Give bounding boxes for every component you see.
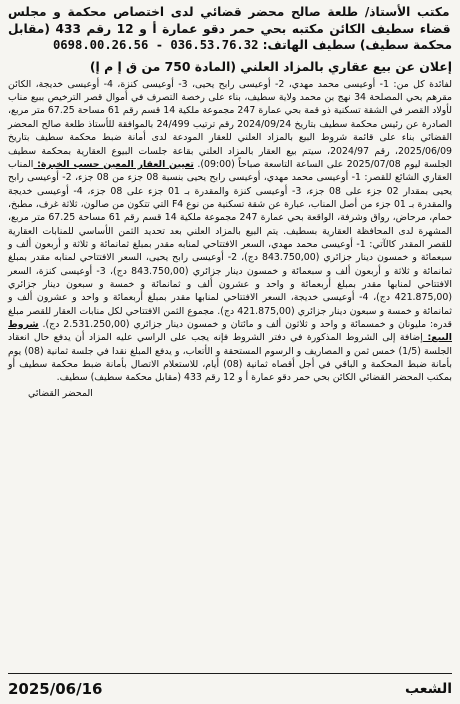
signature-block xyxy=(8,387,452,400)
publication-footer xyxy=(8,673,452,698)
sale-conditions: إضافة إلى الشروط المذكورة في دفتر الشروط فإنه يجب على الراسي عليه المزاد أن يدفع حال انعقاد الجلسة (1/5) خمس ثمن و المصاريف و الرسوم المستحقة و الأتعاب، و يدفع المبلغ نقدا في جلسة ثمانية (08) يوم بأمانة ضبط المحكمة و الباقي في أجل أقصاه ثمانية (08) أيام، للاستعلام الاتصال بأمانة ضبط محكمة سطيف أو بمكتب المحضر القضائي الكائن بحي حمر دقو عمارة أ و 12 رقم 433 (مقابل محكمة سطيف) سطيف. xyxy=(8,332,452,384)
intro-paragraph: لفائدة كل من: 1- أوعيسى محمد مهدي، 2- أوعيسى رابح يحيى، 3- أوعيسى كنزة، 4- أوعيسى خديجة، الكائن مقرهم بحي المصلحة 34 نهج بن محمد ولاية سطيف، بناء على رخصة التصرف في أموال قصر الترخيص ببيع مناب لأولاد القصر في الشقة تسكنية ذو قمة بحي عمارة 247 مجموعة ملكية 14 قسم رقم 61 مساحة 67.25 متر مربع، الصادرة عن رئيس محكمة سطيف بتاريخ 2024/09/24 رقم ترتيب 24/499 بالموافقة للأستاذ طلعة صالح المحضر القضائي بناء على قائمة شروط البيع بالمزاد العلني للعقار المودعة لدى أمانة ضبط محكمة سطيف بتاريخ 2025/06/09، رقم 2024/97، سيتم بيع العقار بالمزاد العلني بقاعة جلسات البيوع العقارية بمحكمة سطيف الجلسة ليوم 2025/07/08 على الساعة التاسعة صباحاً (09:00). xyxy=(8,78,453,170)
newspaper-name: الشعب xyxy=(404,681,452,697)
publication-date: 2025/06/16 xyxy=(8,680,103,698)
bailiff-office-header xyxy=(8,4,452,54)
header-line-2: قضاء سطيف الكائن مكتبه بحي حمر دقو عمارة أ و 12 رقم 433 (مقابل xyxy=(8,21,451,36)
notice-body xyxy=(8,78,452,385)
property-description: المناب العقاري الشائع للقصر: 1- أوعيسى محمد مهدي، أوعيسى رابح يحيى بنسبة 08 جزء من 08 جزء، 2- أوعيسى رابح يحيى بمقدار 02 جزء على 08 جزء، 3- أوعيسى كنزة والمقدرة بـ 01 جزء على 08 جزء، 4- أوعيسى خديجة والمقدرة بـ 01 جزء من أصل المناب، عبارة عن شقة تسكنية من نوع F4 التي تتكون من صالون، ثلاثة غرف، مطبخ، حمام، مرحاض، رواق وشرفة، الواقعة بحي عمارة 247 مجموعة ملكية 14 قسم رقم 61 مساحة 67.25 متر مربع، المشهرة لدى المحافظة العقارية بسطيف. يتم البيع بالمزاد العلني بعد تحديد الثمن الأساسي للمنابات العقارية للقصر المقدر كالآتي: xyxy=(8,158,452,250)
notice-headline: إعلان عن بيع عقاري بالمزاد العلني (المادة 750 من ق إ م إ) xyxy=(89,58,452,74)
header-line-3: محكمة سطيف) سطيف الهاتف: xyxy=(258,38,452,53)
sale-conditions-label: شروط البيع: xyxy=(8,318,452,344)
phone-numbers: 036.53.76.32 - 0698.00.26.56 xyxy=(52,38,259,53)
bailiff-signature: المحضر القضائي xyxy=(28,387,93,399)
header-line-1: مكتب الأستاذ/ طلعة صالح محضر قضائي لدى اختصاص محكمة و مجلس xyxy=(8,5,450,19)
designation-label: تعيين العقار المعين حسب الخبرة: xyxy=(33,158,194,170)
opening-prices: 1- أوعيسى محمد مهدي، السعر الافتتاحي لمنابه مقدر بمبلغ ثمانمائة و ثلاثة و أربعون ألف و سبعمائة و خمسون دينار جزائري (843.750,00 دج)، 2- أوعيسى رابح يحيى، السعر الافتتاحي لمنابه مقدر بمبلغ ثمانمائة و ثلاثة و أربعون ألف و سبعمائة و خمسون دينار جزائري (843.750,00 دج)، 3- أوعيسى كنزة، السعر الافتتاحي لمنابها مقدر بمبلغ أربعمائة و واحد و عشرون ألف و ثمانمائة و خمسة و سبعون دينار جزائري (421.875,00 دج)، 4- أوعيسى خديجة، السعر الافتتاحي لمنابها مقدر بمبلغ أربعمائة و واحد و عشرون ألف و ثمانمائة و خمسة و سبعون دينار جزائري (421.875,00 دج). مجموع الثمن الافتتاحي لكل منابات العقار للقصر مبلغ قدره: مليونان و خمسمائة و واحد و ثلاثون ألف و مائتان و خمسون دينار جزائري (2.531.250,00 دج). xyxy=(8,238,453,330)
